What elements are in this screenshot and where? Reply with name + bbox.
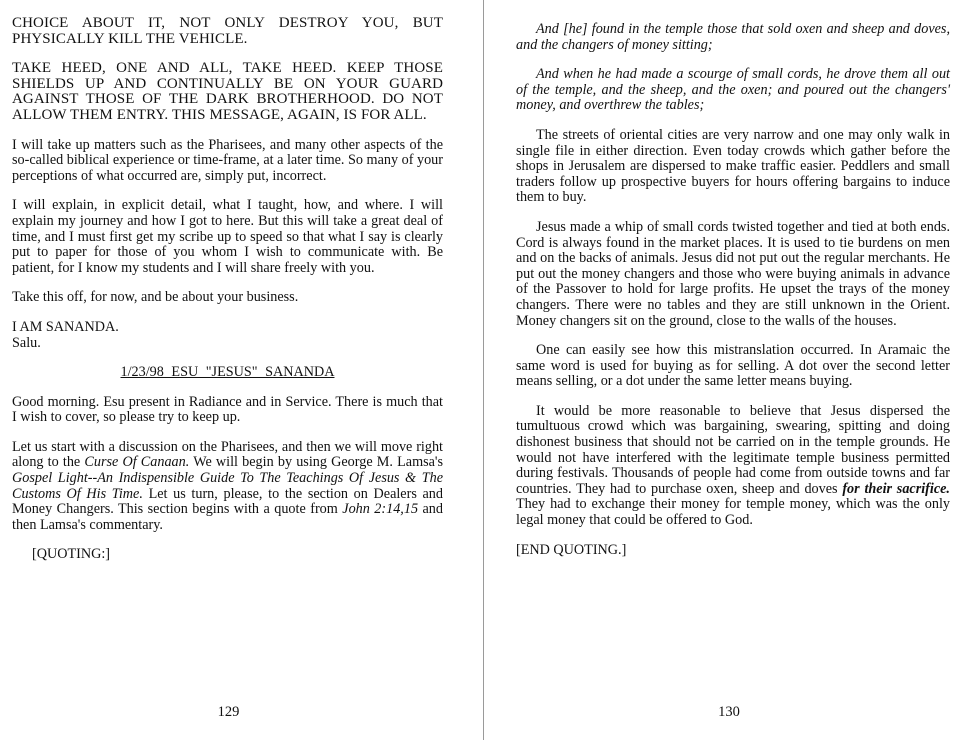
gospel-light-title: Gospel Light--An Indispensible Guide To The Teachings Of Jesus & The Customs Of His Time. [12,470,443,502]
paragraph-pharisees-later: I will take up matters such as the Pharisees, and many other aspects of the so-called biblical experience or time-frame, at a later time. So many of your perceptions of what occurred are, simply put, incorrect. [12,136,443,184]
paragraph-reasonable-belief [516,404,950,529]
signature-salu: Salu. [12,334,41,351]
right-page-text-column [516,22,950,572]
curse-of-canaan-title: Curse Of Canaan. [84,454,190,471]
caps-paragraph-2: TAKE HEED, ONE AND ALL, TAKE HEED. KEEP THOSE SHIELDS UP AND CONTINUALLY BE ON YOUR GUARD AGAINST THOSE OF THE DARK BROTHERHOOD. DO NOT ALLOW THEM ENTRY. THIS MESSAGE, AGAIN, IS FOR ALL. [12,60,443,123]
paragraph-lamsa-intro [12,440,443,534]
page-number-left: 129 [217,704,240,720]
paragraph-oriental-streets: The streets of oriental cities are very narrow and one may only walk in single file in either direction. Even today crowds which gather before the shops in Jerusalem are dispersed to make traffic easier. Peddlers and small traders follow up prospective buyers for hours offering bargains to induce them to buy. [516,126,950,206]
quoting-start-marker: [QUOTING:] [32,546,111,563]
signature-i-am: I AM SANANDA. [12,318,119,335]
left-page [0,0,483,740]
lamsa-text-2: We will begin by using George M. Lamsa's [189,454,444,471]
scripture-quote-1: And [he] found in the temple those that sold oxen and sheep and doves, and the changers of money sitting; [516,21,950,53]
lamsa-text-4: and then Lamsa's commentary. [12,501,443,533]
john-reference: John 2:14,15 [342,501,419,518]
paragraph-good-morning: Good morning. Esu present in Radiance and in Service. There is much that I wish to cover, so please try to keep up. [12,393,443,426]
paragraph-mistranslation: One can easily see how this mistranslation occurred. In Aramaic the same word is used for buying as for selling. A dot over the second letter means selling, or a dot under the same letter means buying. [516,342,950,390]
reasonable-text-2: They had to exchange their money for temple money, which was the only legal money that could be offered to God. [516,496,950,529]
paragraph-take-off: Take this off, for now, and be about your business. [12,289,299,306]
sacrifice-emphasis: for their sacrifice. [842,480,950,497]
scripture-quote-2: And when he had made a scourge of small cords, he drove them all out of the temple, and the sheep, and the oxen; and poured out the changers' money, and overthrew the tables; [516,66,950,114]
lamsa-text-1: Let us start with a discussion on the Pharisees, and then we will move right along to the [12,438,443,471]
right-page [484,0,970,740]
lamsa-text-3: Let us turn, please, to the section on Dealers and Money Changers. This section begins with a quote from [12,485,443,518]
paragraph-whip-of-cords: Jesus made a whip of small cords twisted together and tied at both ends. Cord is always found in the market places. It is used to tie burdens on men and on the backs of animals. Jesus did not put out the regular merchants. He put out the money changers and those who were buying animals in advance of the Passover to hold for large profits. He upset the trays of the money changers. There were no tables and they are still unknown in the Orient. Money changers sit on the ground, close to the walls of the houses. [516,218,950,329]
paragraph-explain-detail: I will explain, in explicit detail, what I taught, how, and where. I will explain my journey and how I got to here. But this will take a great deal of time, and I must first get my scribe up to speed so that what I say is clearly put to paper for those of you whom I wish to communicate with. Be patient, for I know my students and I will share freely with you. [12,197,443,276]
page-number-right: 130 [718,704,740,720]
reasonable-text-1: It would be more reasonable to believe that Jesus dispersed the tumultuous crowd which was bargaining, swearing, spitting and doing dishonest business that should not be carried on in the temple grounds. He would not have interfered with the legitimate temple business permitted during festivals. Thousands of people had come from outside towns and far countries. They had to purchase oxen, sheep and doves [516,402,950,497]
caps-paragraph-1: CHOICE ABOUT IT, NOT ONLY DESTROY YOU, BUT PHYSICALLY KILL THE VEHICLE. [12,15,443,47]
quoting-end-marker: [END QUOTING.] [516,541,627,558]
left-page-text-column [12,16,443,577]
dated-heading: 1/23/98 ESU "JESUS" SANANDA [120,364,335,381]
